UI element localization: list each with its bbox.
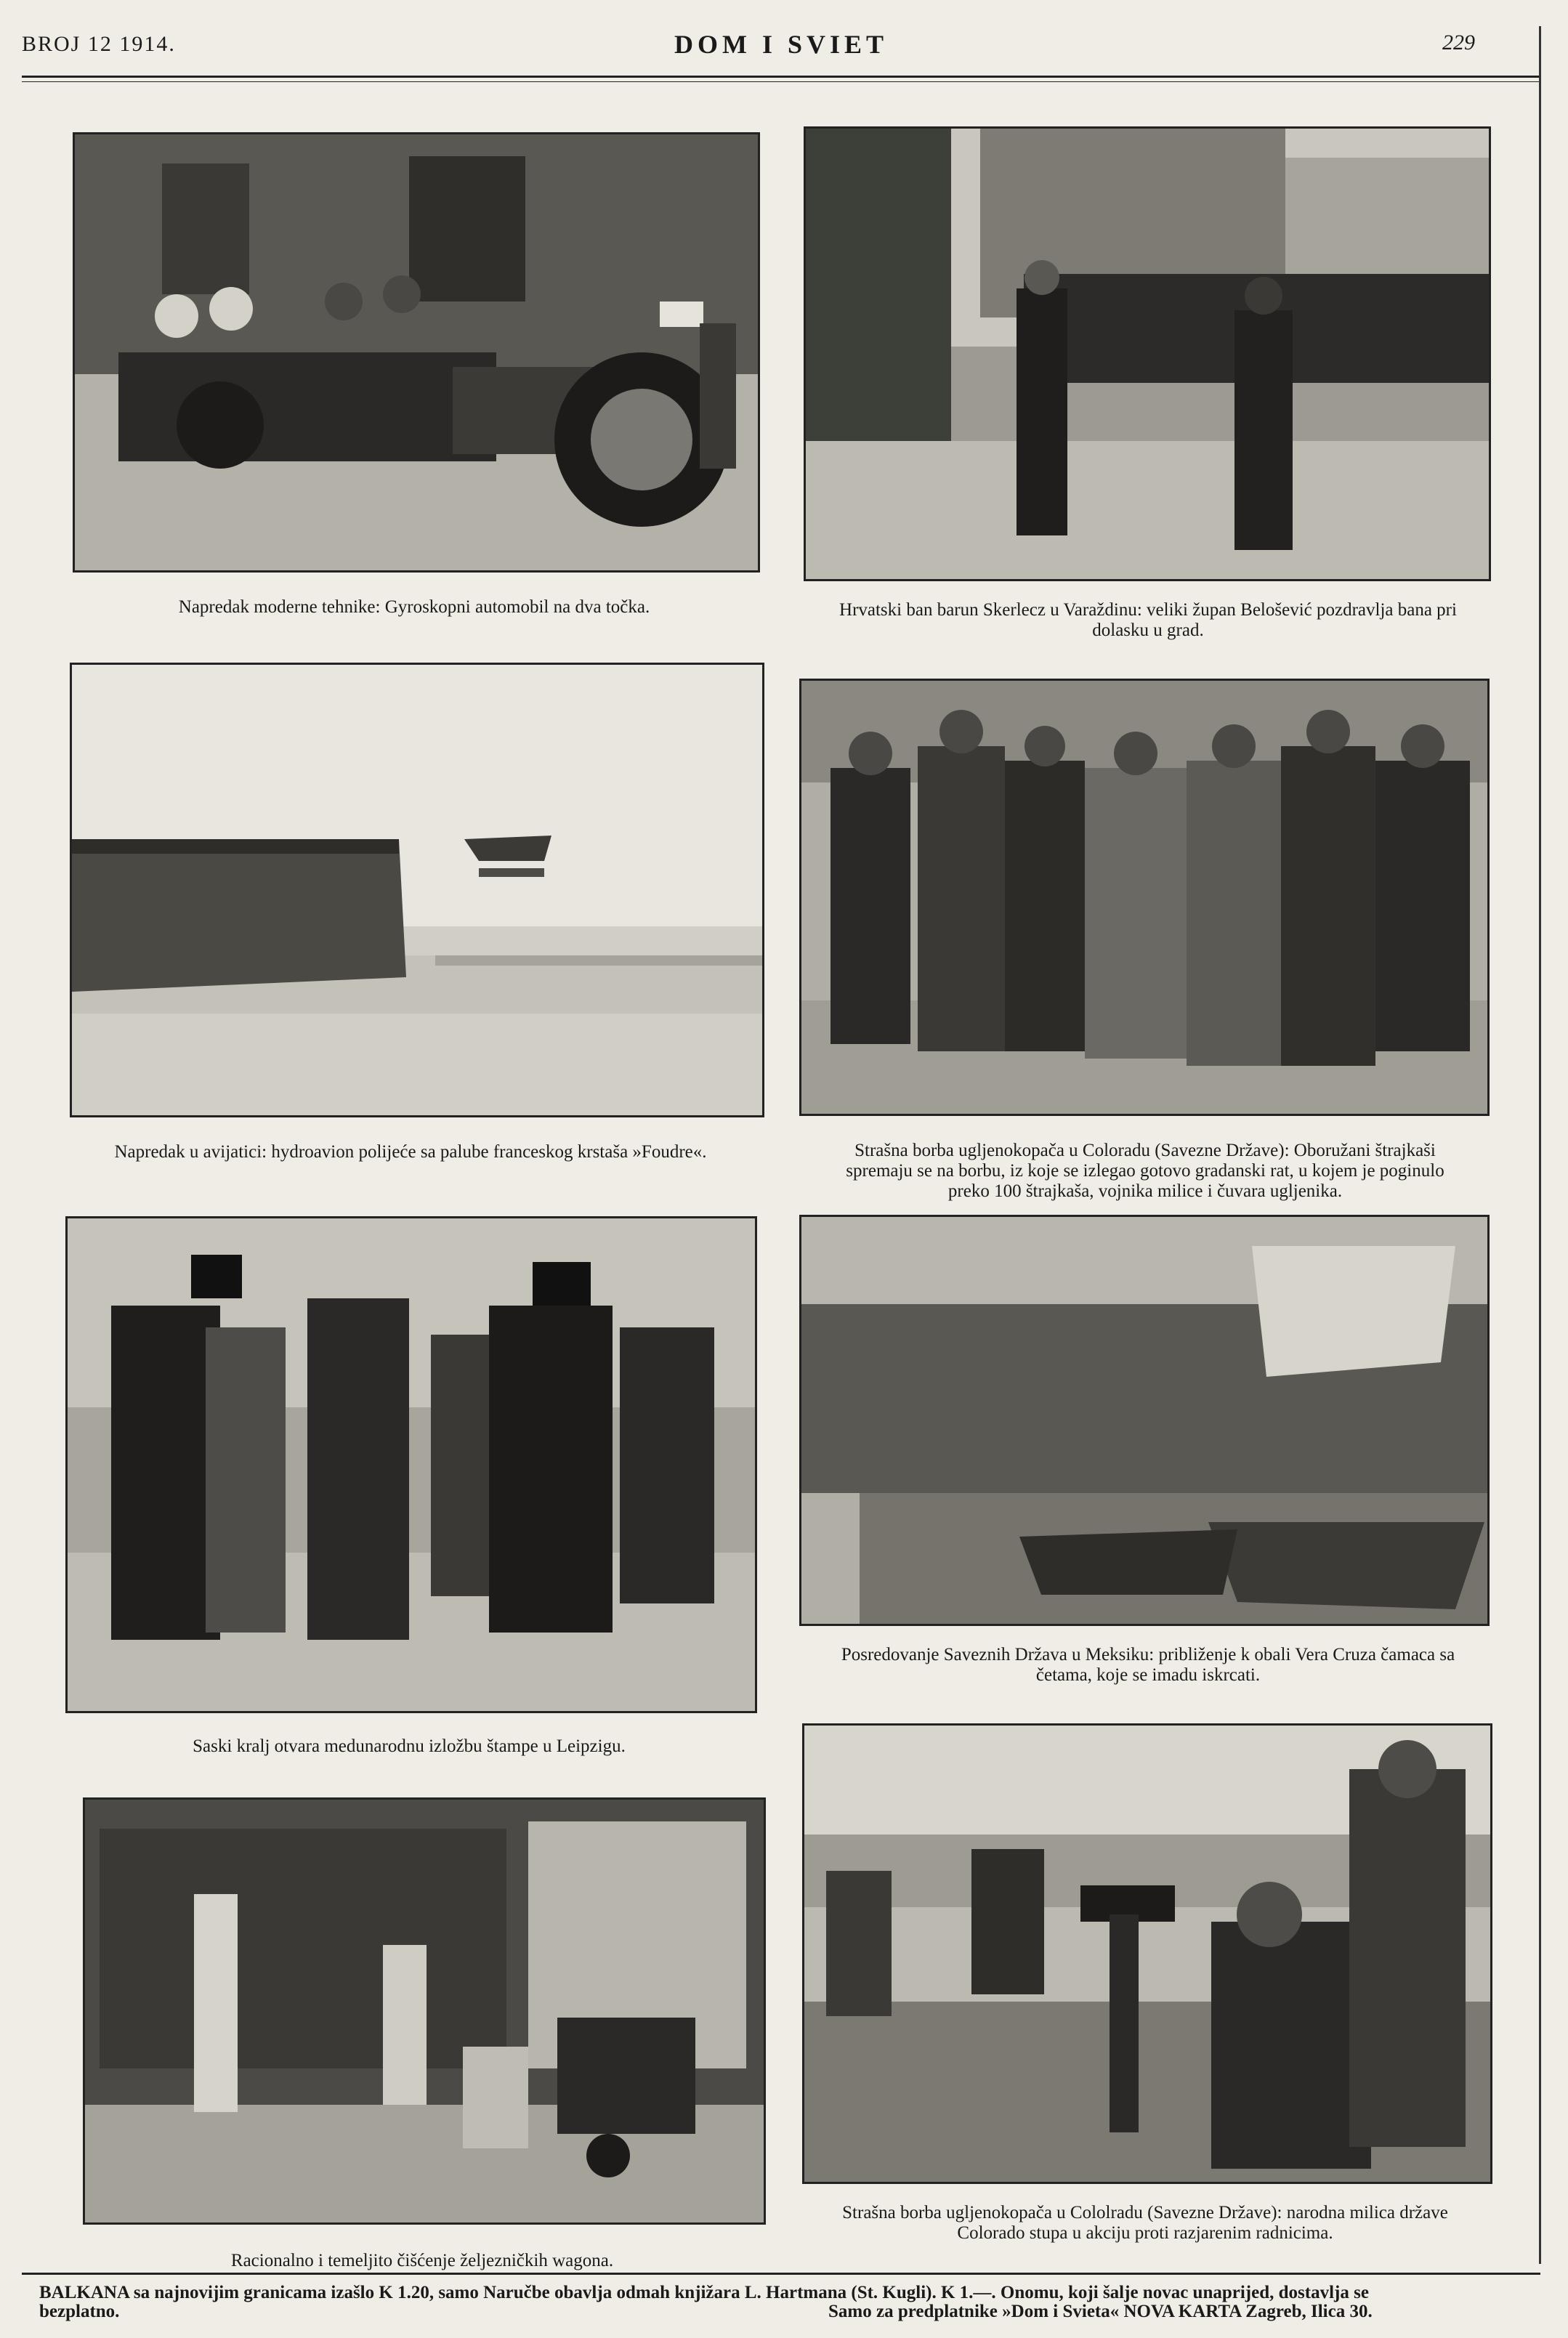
caption-photo-3: Napredak u avijatici: hydroavion polijeće sa palube franceskog krstaša »Foudre«. — [114, 1142, 707, 1162]
issue-number: BROJ 12 1914. — [22, 32, 176, 56]
footer-line-2-right: Samo za predplatnike »Dom i Svieta« NOVA KARTA Zagreb, Ilica 30. — [828, 2302, 1373, 2321]
photo-vera-cruz-boats — [799, 1215, 1490, 1626]
caption-photo-2: Hrvatski ban barun Skerlecz u Varaždinu: veliki župan Belošević pozdravlja bana pri dolasku u grad. — [839, 600, 1457, 640]
magazine-title: DOM I SVIET — [674, 30, 889, 59]
footer-line-2-left: bezplatno. — [39, 2302, 120, 2321]
photo-ban-varazdin — [804, 126, 1491, 581]
footer-rule — [22, 2273, 1540, 2275]
caption-photo-8: Strašna borba ugljenokopača u Cololradu (Savezne Države): narodna milica države Colorado stupa u akciju proti razjarenim radnicima. — [842, 2203, 1448, 2243]
caption-photo-7: Racionalno i temeljito čišćenje željezničkih wagona. — [230, 2251, 614, 2270]
photo-wagon-cleaning — [83, 1797, 766, 2225]
page-header — [22, 26, 1540, 70]
photo-colorado-strikers — [799, 679, 1490, 1116]
photo-gyro-car — [73, 132, 760, 573]
caption-photo-1: Napredak moderne tehnike: Gyroskopni automobil na dva točka. — [178, 597, 650, 617]
footer-line-1: BALKANA sa najnovijim granicama izašlo K 1.20, samo Naručbe obavlja odmah knjižara L. Hartmana (St. Kugli). K 1.—. Onomu, koji šalje novac unaprijed, dostavlja se — [39, 2283, 1369, 2302]
right-page-border — [1539, 26, 1541, 2264]
caption-photo-6: Posredovanje Saveznih Država u Meksiku: približenje k obali Vera Cruza čamaca sa četama, koje se imadu iskrcati. — [841, 1645, 1455, 1685]
header-rule-thin — [22, 81, 1540, 82]
photo-saxon-king — [65, 1216, 757, 1713]
photo-colorado-militia — [802, 1723, 1492, 2184]
caption-photo-5: Saski kralj otvara medunarodnu izložbu štampe u Leipzigu. — [193, 1736, 626, 1756]
photo-hydroplane — [70, 663, 764, 1117]
page-number: 229 — [1442, 31, 1475, 54]
header-rule — [22, 76, 1540, 78]
caption-photo-4: Strašna borba ugljenokopača u Coloradu (Savezne Države): Oboružani štrajkaši spremaju se na borbu, iz koje se izlegao gotovo gradanski rat, u kojem je poginulo preko 100 štrajkaša, vojnika milice i čuvara ugljenika. — [846, 1141, 1444, 1201]
